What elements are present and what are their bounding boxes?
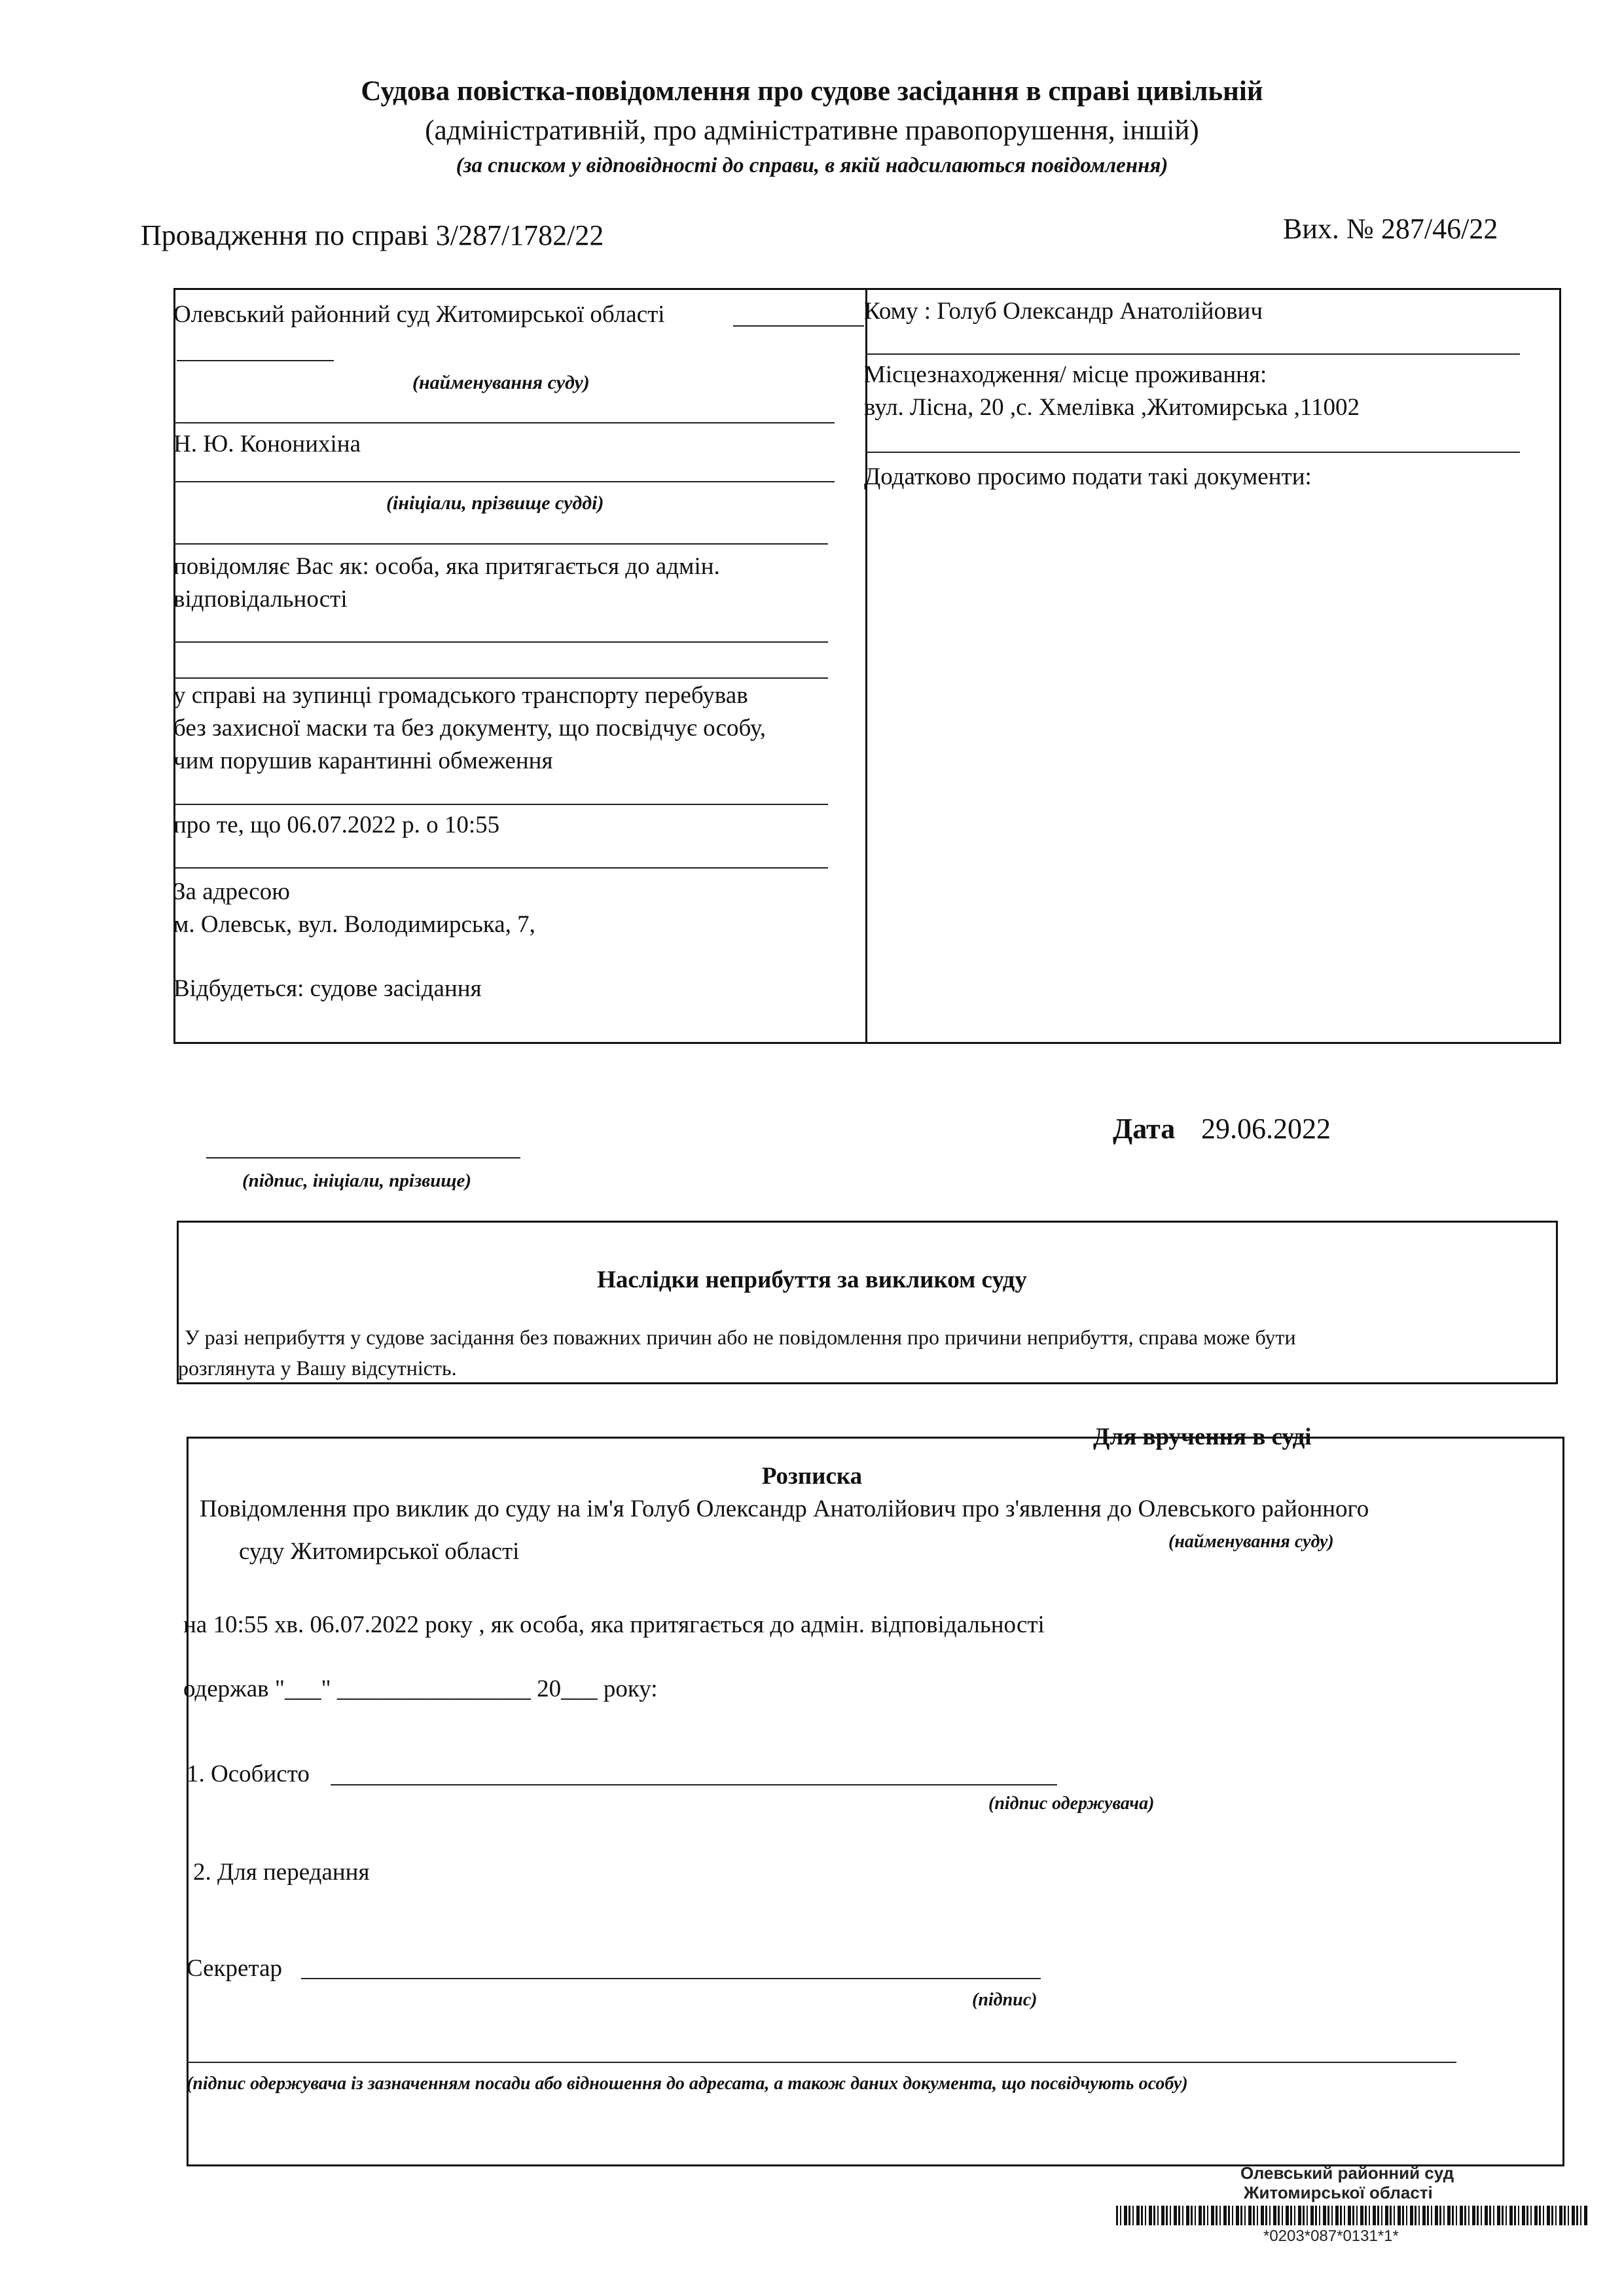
document-title: Судова повістка-повідомлення про судове засідання в справі цивільній (361, 76, 1263, 107)
secretary-signature-caption: (підпис) (972, 1990, 1038, 2010)
personal-signature-caption: (підпис одержувача) (988, 1793, 1155, 1814)
judge-underline (173, 481, 835, 482)
court-caption: (найменування суду) (412, 372, 590, 393)
date-label: Дата (1113, 1113, 1176, 1145)
secretary-label: Секретар (187, 1955, 282, 1982)
receipt-court-caption: (найменування суду) (1168, 1532, 1334, 1552)
receipt-summons-line1: Повідомлення про виклик до суду на ім'я Голуб Олександр Анатолійович про з'явлення до Олевського районного (200, 1496, 1369, 1522)
consequences-text-line1: У разі неприбуття у судове засідання без поважних причин або не повідомлення про причини неприбуття, справа може бути (185, 1325, 1296, 1349)
proceedings-number: Провадження по справі 3/287/1782/22 (141, 219, 604, 251)
signature-line (206, 1157, 520, 1158)
receipt-summons-line2: суду Житомирської області (239, 1538, 520, 1565)
notify-as-line2: відповідальності (173, 586, 348, 613)
outgoing-number: Вих. № 287/46/22 (1283, 213, 1498, 245)
case-description-line3: чим порушив карантинні обмеження (173, 747, 553, 774)
event-type: Відбудеться: судове засідання (173, 975, 482, 1002)
address-label: За адресою (173, 878, 290, 905)
secretary-signature-line (301, 1978, 1041, 1979)
document-note: (за списком у відповідності до справи, в якій надсилаються повідомлення) (456, 154, 1168, 177)
recipient-address: вул. Лісна, 20 ,с. Хмелівка ,Житомирська ,11002 (864, 394, 1360, 421)
personal-signature-line (331, 1784, 1057, 1785)
for-court-label: Для вручення в суді (1093, 1424, 1312, 1450)
barcode-code: *0203*087*0131*1* (1263, 2227, 1399, 2245)
received-date-line: одержав "___" ________________ 20___ року: (183, 1676, 658, 1702)
date-value: 29.06.2022 (1201, 1113, 1331, 1145)
transfer-label: 2. Для передання (193, 1859, 370, 1886)
court-stamp-line2: Житомирської області (1244, 2183, 1433, 2202)
court-name-underline-2 (177, 360, 334, 361)
recipient-name: Кому : Голуб Олександр Анатолійович (864, 298, 1263, 325)
court-rule (173, 422, 835, 423)
receipt-title: Розписка (761, 1463, 863, 1490)
notify-rule-2 (173, 677, 828, 679)
location-label: Місцезнаходження/ місце проживання: (864, 361, 1267, 388)
case-description-line1: у справі на зупинці громадського транспорту перебував (173, 682, 748, 709)
receipt-bottom-rule (187, 2062, 1456, 2063)
court-stamp-line1: Олевський районний суд (1240, 2163, 1454, 2183)
consequences-title: Наслідки неприбуття за викликом суду (597, 1266, 1027, 1293)
case-rule (173, 804, 828, 805)
hearing-datetime: про те, що 06.07.2022 р. о 10:55 (173, 812, 500, 838)
barcode (1116, 2206, 1587, 2225)
datetime-rule (173, 867, 828, 869)
signature-caption: (підпис, ініціали, прізвище) (242, 1170, 472, 1191)
notify-rule (173, 641, 828, 643)
consequences-text-line2: розглянута у Вашу відсутність. (178, 1356, 457, 1380)
court-name-underline (733, 325, 864, 327)
judge-name: Н. Ю. Кононихіна (173, 431, 361, 457)
case-description-line2: без захисної маски та без документу, що посвідчує особу, (173, 715, 766, 742)
court-name: Олевський районний суд Житомирської області (173, 301, 665, 328)
document-subtitle: (адміністративній, про адміністративне правопорушення, іншій) (425, 115, 1199, 146)
receipt-time-line: на 10:55 хв. 06.07.2022 року , як особа, яка притягається до адмін. відповідальності (183, 1611, 1045, 1638)
hearing-address: м. Олевськ, вул. Володимирська, 7, (173, 911, 535, 938)
recipient-rule (865, 353, 1520, 355)
personal-label: 1. Особисто (187, 1761, 310, 1787)
notify-as-line1: повідомляє Вас як: особа, яка притягається до адмін. (173, 553, 720, 580)
judge-caption: (ініціали, прізвище судді) (386, 492, 604, 514)
location-rule (865, 452, 1520, 453)
additional-documents-label: Додатково просимо подати такі документи: (864, 463, 1312, 490)
judge-rule (173, 543, 828, 545)
receipt-footer-caption: (підпис одержувача із зазначенням посади або відношення до адресата, а також даних документа, що посвідчують особу) (187, 2073, 1188, 2094)
